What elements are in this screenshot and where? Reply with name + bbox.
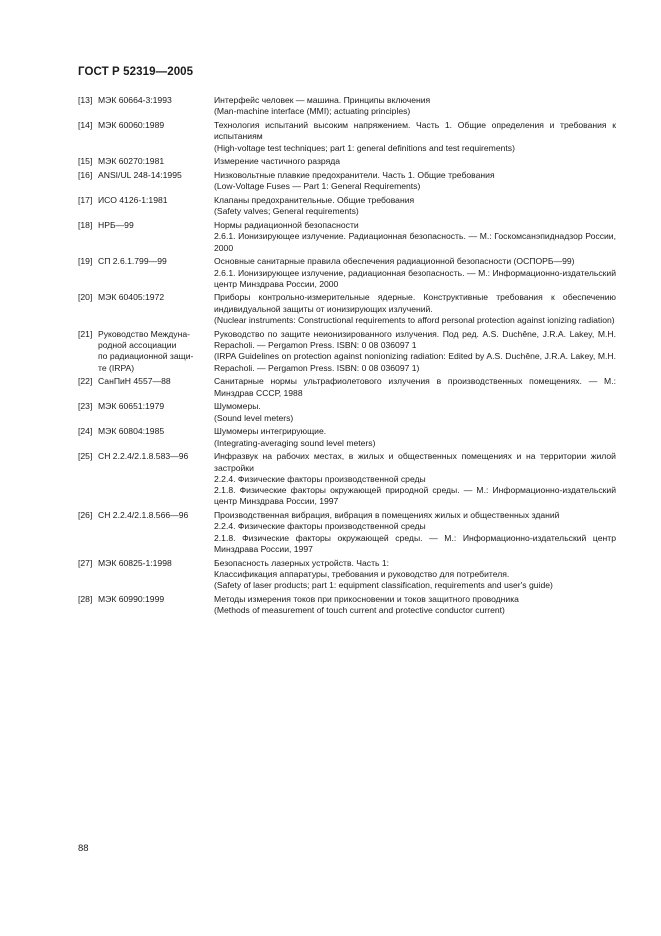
reference-number: [25] xyxy=(78,451,93,462)
reference-description xyxy=(214,256,616,290)
reference-source-line: ИСО 4126-1:1981 xyxy=(98,194,168,205)
reference-number: [22] xyxy=(78,376,93,387)
reference-description-line: 2.6.1. Ионизирующее излучение. Радиационная безопасность. — М.: Госкомсанэпиднадзор России, 2000 xyxy=(214,231,616,253)
reference-list xyxy=(78,95,616,619)
page-number: 88 xyxy=(78,843,89,854)
reference-source xyxy=(98,510,214,555)
reference-description-line: Методы измерения токов при прикосновении и токов защитного проводника xyxy=(214,594,519,605)
reference-entry xyxy=(78,95,616,118)
reference-source xyxy=(98,401,214,424)
reference-description-line: (Safety valves; General requirements) xyxy=(214,206,359,217)
reference-entry xyxy=(78,329,616,374)
reference-source-line: МЭК 60825-1:1998 xyxy=(98,557,172,568)
reference-number: [21] xyxy=(78,328,93,339)
reference-source-line: СанПиН 4557—88 xyxy=(98,376,171,387)
reference-number: [28] xyxy=(78,594,93,605)
reference-entry xyxy=(78,170,616,193)
reference-number: [20] xyxy=(78,292,93,303)
reference-source xyxy=(98,329,214,374)
reference-description xyxy=(214,594,616,617)
reference-description-line: (Sound level meters) xyxy=(214,412,294,423)
reference-source xyxy=(98,156,214,167)
reference-source-line: СН 2.2.4/2.1.8.583—96 xyxy=(98,451,189,462)
reference-source-line: Руководство Междуна- xyxy=(98,328,190,339)
reference-number: [26] xyxy=(78,510,93,521)
reference-source-line: НРБ—99 xyxy=(98,219,134,230)
reference-number: [23] xyxy=(78,401,93,412)
reference-description-line: Интерфейс человек — машина. Принципы включения xyxy=(214,95,431,105)
reference-entry xyxy=(78,510,616,555)
reference-description-line: Санитарные нормы ультрафиолетового излучения в производственных помещениях. — М.: Минздрав СССР, 1988 xyxy=(214,376,616,398)
reference-description-line: (Integrating-averaging sound level meters) xyxy=(214,437,376,448)
reference-description-line: Основные санитарные правила обеспечения радиационной безопасности (ОСПОРБ—99) xyxy=(214,256,575,267)
reference-source-line: МЭК 60804:1985 xyxy=(98,426,165,437)
reference-source-line: МЭК 60270:1981 xyxy=(98,156,165,167)
reference-description-line: Низковольтные плавкие предохранители. Часть 1. Общие требования xyxy=(214,169,495,180)
reference-description-line: Приборы контрольно-измерительные ядерные. Конструктивные требования к обеспечению индивидуальной защиты от ионизирующих излучений. xyxy=(214,292,616,314)
reference-description-line: 2.1.8. Физические факторы окружающей среды. — М.: Информационно-издательский центр Минздрава России, 1997 xyxy=(214,532,616,555)
reference-description xyxy=(214,558,616,592)
reference-entry xyxy=(78,376,616,399)
reference-description xyxy=(214,426,616,449)
reference-description xyxy=(214,451,616,507)
reference-description xyxy=(214,401,616,424)
reference-description xyxy=(214,195,616,218)
reference-source xyxy=(98,195,214,218)
reference-source-line: МЭК 60405:1972 xyxy=(98,292,165,303)
reference-description xyxy=(214,510,616,555)
reference-description-line: 2.6.1. Ионизирующее излучение, радиационная безопасность. — М.: Информационно-издательский центр Минздрава России, 2000 xyxy=(214,267,616,289)
reference-source xyxy=(98,376,214,399)
reference-number: [15] xyxy=(78,156,93,167)
reference-description-line: Шумомеры интегрирующие. xyxy=(214,426,327,437)
reference-source xyxy=(98,220,214,254)
reference-description xyxy=(214,329,616,374)
reference-entry xyxy=(78,426,616,449)
reference-source xyxy=(98,95,214,118)
reference-description-line: (IRPA Guidelines on protection against nonionizing radiation: Edited by A.S. Duchêne, J.R.A. Lakey, M.H. Repacholi. — Pergamon Press. ISBN: 0 08 036097 1) xyxy=(214,351,616,373)
reference-description xyxy=(214,376,616,399)
reference-description-line: Клапаны предохранительные. Общие требования xyxy=(214,194,415,205)
reference-description-line: Шумомеры. xyxy=(214,401,261,412)
reference-description-line: (Methods of measurement of touch current and protective conductor current) xyxy=(214,605,505,616)
reference-source xyxy=(98,426,214,449)
reference-source xyxy=(98,120,214,154)
reference-entry xyxy=(78,401,616,424)
reference-source-line: родной ассоциации xyxy=(98,340,177,351)
reference-description-line: 2.1.8. Физические факторы окружающей природной среды. — М.: Информационно-издательский центр Минздрава России, 1997 xyxy=(214,485,616,507)
reference-description-line: Производственная вибрация, вибрация в помещениях жилых и общественных зданий xyxy=(214,510,560,521)
reference-source xyxy=(98,451,214,507)
reference-description-line: Инфразвук на рабочих местах, в жилых и общественных помещениях и на территории жилой застройки xyxy=(214,451,616,473)
reference-number: [19] xyxy=(78,256,93,267)
reference-description-line: (High-voltage test techniques; part 1: general definitions and test requirements) xyxy=(214,142,515,153)
reference-number: [17] xyxy=(78,194,93,205)
reference-description-line: Измерение частичного разряда xyxy=(214,156,341,167)
reference-description xyxy=(214,220,616,254)
reference-description-line: (Nuclear instruments: Constructional requirements to afford personal protection against ionizing radiation) xyxy=(214,315,615,326)
reference-description-line: Классификация аппаратуры, требования и руководство для потребителя. xyxy=(214,569,510,580)
reference-description-line: 2.2.4. Физические факторы производственной среды xyxy=(214,521,426,532)
reference-source-line: МЭК 60651:1979 xyxy=(98,401,165,412)
reference-description-line: Нормы радиационной безопасности xyxy=(214,219,359,230)
reference-source-line: СН 2.2.4/2.1.8.566—96 xyxy=(98,510,189,521)
reference-number: [24] xyxy=(78,426,93,437)
reference-number: [18] xyxy=(78,219,93,230)
reference-source-line: СП 2.6.1.799—99 xyxy=(98,256,167,267)
reference-description-line: (Man-machine interface (MMI); actuating principles) xyxy=(214,106,411,117)
reference-description xyxy=(214,170,616,193)
reference-description-line: (Safety of laser products; part 1: equipment classification, requirements and user's guide) xyxy=(214,580,553,591)
reference-description xyxy=(214,292,616,326)
reference-source xyxy=(98,558,214,592)
reference-source-line: МЭК 60990:1999 xyxy=(98,594,165,605)
reference-source-line: по радиационной защи- xyxy=(98,351,194,362)
reference-number: [27] xyxy=(78,557,93,568)
reference-number: [14] xyxy=(78,119,93,130)
reference-description xyxy=(214,95,616,118)
reference-description-line: Руководство по защите неионизированного излучения. Под ред. A.S. Duchêne, J.R.A. Lakey, M.H. Repacholi. — Pergamon Press. ISBN: 0 08 036097 1 xyxy=(214,328,616,351)
reference-entry xyxy=(78,292,616,326)
reference-number: [13] xyxy=(78,95,93,105)
reference-entry xyxy=(78,451,616,507)
reference-description-line: 2.2.4. Физические факторы производственной среды xyxy=(214,473,426,484)
reference-description xyxy=(214,156,616,167)
reference-source xyxy=(98,256,214,290)
reference-source-line: МЭК 60060:1989 xyxy=(98,119,165,130)
reference-entry xyxy=(78,220,616,254)
reference-source-line: МЭК 60664-3:1993 xyxy=(98,95,172,105)
reference-source xyxy=(98,594,214,617)
reference-source-line: ANSI/UL 248-14:1995 xyxy=(98,169,182,180)
reference-source xyxy=(98,170,214,193)
reference-description-line: (Low-Voltage Fuses — Part 1: General Requirements) xyxy=(214,181,421,192)
reference-description-line: Безопасность лазерных устройств. Часть 1: xyxy=(214,557,390,568)
reference-description xyxy=(214,120,616,154)
reference-entry xyxy=(78,120,616,154)
reference-entry xyxy=(78,558,616,592)
reference-number: [16] xyxy=(78,169,93,180)
reference-entry xyxy=(78,195,616,218)
reference-entry xyxy=(78,256,616,290)
reference-description-line: Технология испытаний высоким напряжением. Часть 1. Общие определения и требования к испытаниям xyxy=(214,119,616,142)
reference-source xyxy=(98,292,214,326)
reference-source-line: те (IRPA) xyxy=(98,362,135,373)
reference-entry xyxy=(78,156,616,167)
document-header: ГОСТ Р 52319—2005 xyxy=(78,66,194,78)
reference-entry xyxy=(78,594,616,617)
